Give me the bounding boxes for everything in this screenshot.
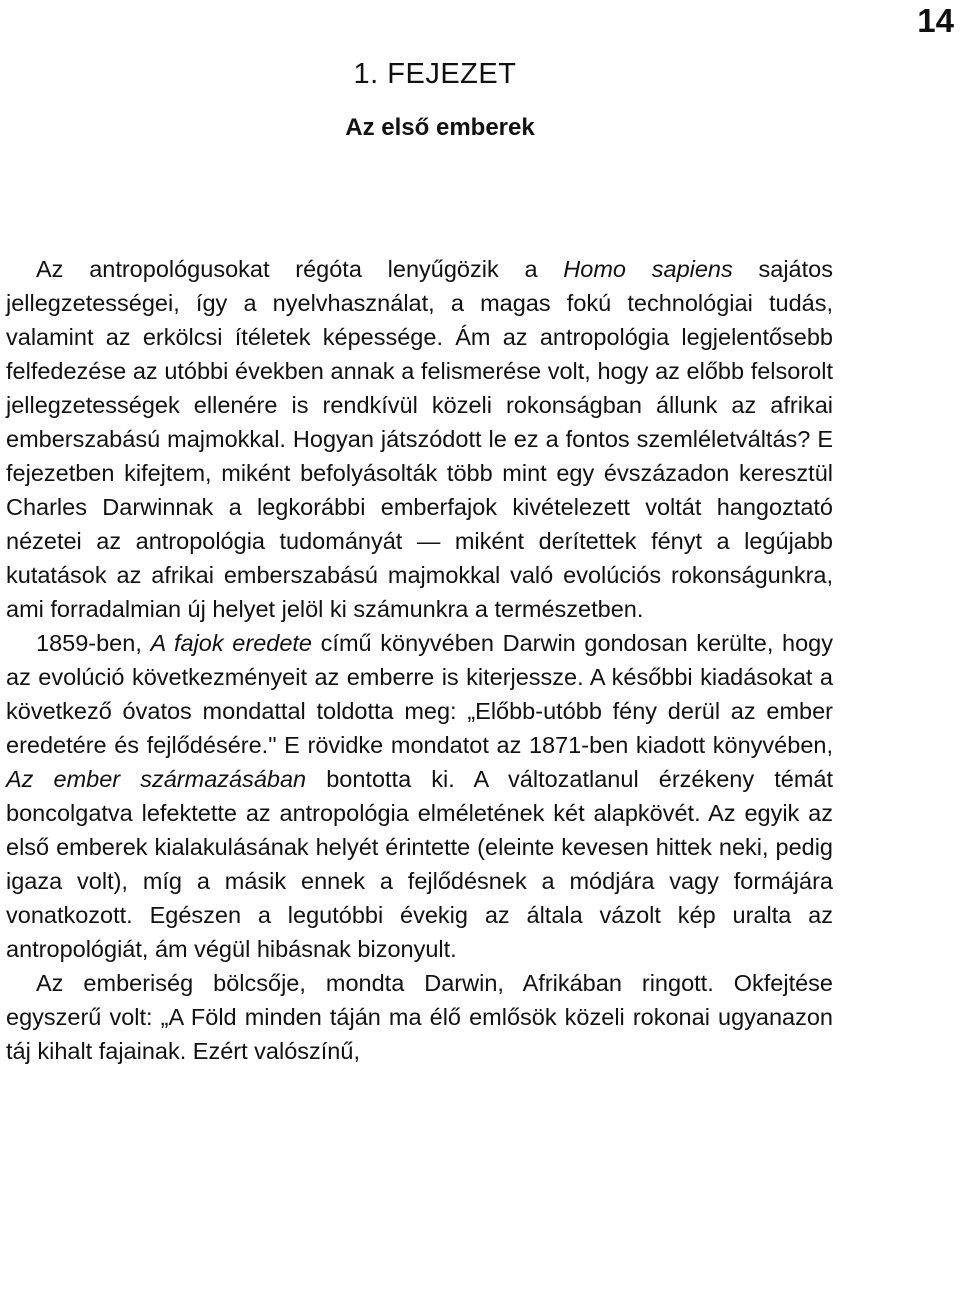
- paragraph-2-text-cont: című könyvében Darwin gondosan kerülte, hogy az evolúció következményeit az emberre is kiterjessze. A későbbi kiadásokat a következő óvatos mondattal toldotta meg: „Előbb-utóbb fény derül az ember eredetére és fejlődésére." E rövidke mondatot az 1871-ben kiadott könyvében,: [6, 630, 833, 758]
- chapter-subtitle: Az első emberek: [345, 114, 535, 141]
- book-title-origin-of-species: A fajok eredete: [150, 630, 312, 656]
- paragraph-1-text-cont: sajátos jellegzetességei, így a nyelvhasználat, a magas fokú technológiai tudás, valamint az erkölcsi ítéletek képessége. Ám az antropológia legjelentősebb felfedezése az utóbbi években annak a felismerése volt, hogy az előbb felsorolt jellegzetességek ellenére is rendkívül közeli rokonságban állunk az afrikai emberszabású majmokkal. Hogyan játszódott le ez a fontos szemléletváltás? E fejezetben kifejtem, miként befolyásolták több mint egy évszázadon keresztül Charles Darwinnak a legkorábbi emberfajok kivételezett voltát hangoztató nézetei az antropológia tudományát — miként derítettek fényt a legújabb kutatások az afrikai emberszabású majmokkal való evolúciós rokonságunkra, ami forradalmian új helyet jelöl ki számunkra a természetben.: [6, 256, 833, 622]
- paragraph-3-text: Az emberiség bölcsője, mondta Darwin, Afrikában ringott. Okfejtése egyszerű volt: „A Föld minden táján ma élő emlősök közeli rokonai ugyanazon táj kihalt fajainak. Ezért valószínű,: [6, 970, 833, 1064]
- page-number: 14: [917, 2, 954, 39]
- book-title-descent-of-man: Az ember származásában: [6, 766, 307, 792]
- paragraph-3: [6, 966, 833, 1068]
- paragraph-2-text-end: bontotta ki. A változatlanul érzékeny témát boncolgatva lefektette az antropológia elméletének két alapkövét. Az egyik az első emberek kialakulásának helyét érintette (eleinte kevesen hittek neki, pedig igaza volt), míg a másik ennek a fejlődésnek a módjára vagy formájára vonatkozott. Egészen a legutóbbi évekig az általa vázolt kép uralta az antropológiát, ám végül hibásnak bizonyult.: [6, 766, 833, 962]
- species-name: Homo sapiens: [563, 256, 733, 282]
- paragraph-2-text: 1859-ben,: [36, 630, 151, 656]
- chapter-heading: 1. FEJEZET: [353, 58, 517, 90]
- paragraph-1: [6, 252, 833, 626]
- paragraph-1-text: Az antropológusokat régóta lenyűgözik a: [36, 256, 564, 282]
- body-text: [6, 252, 833, 1068]
- paragraph-2: [6, 626, 833, 966]
